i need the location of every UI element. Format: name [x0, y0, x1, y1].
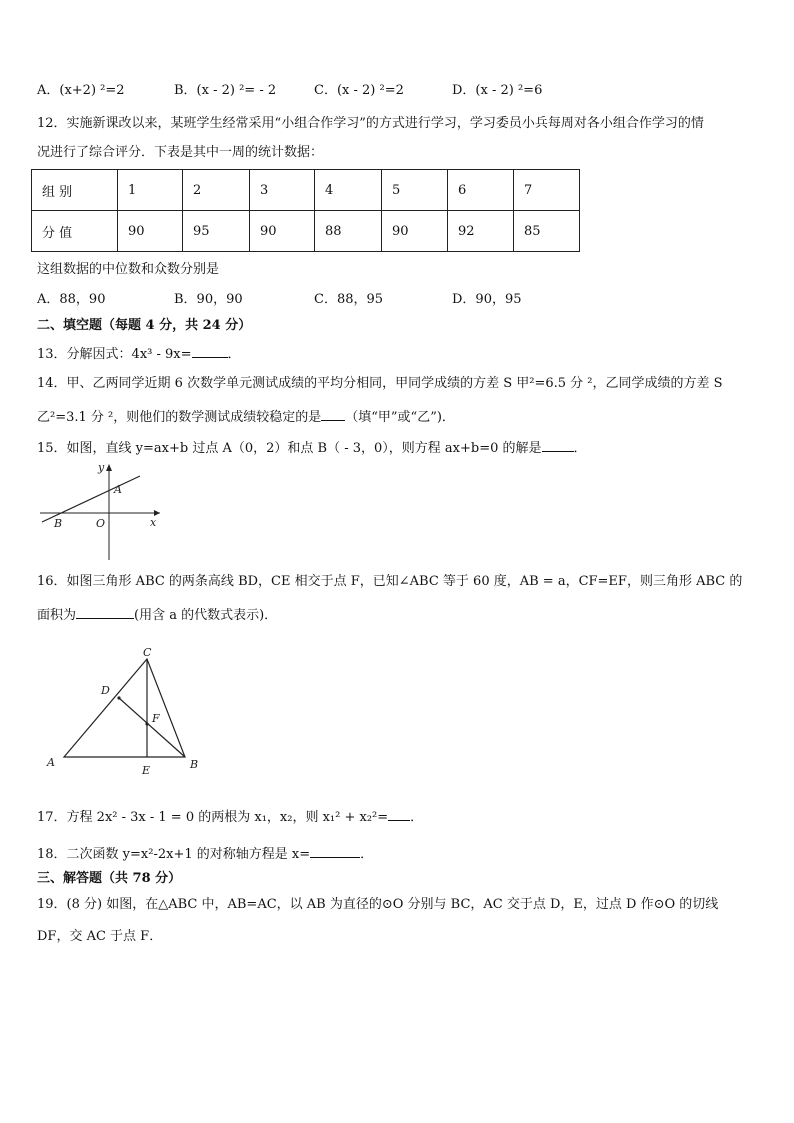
q12-option-b: B．90，90	[174, 292, 243, 307]
label-x: x	[150, 516, 157, 529]
q16-line1: 16．如图三角形 ABC 的两条高线 BD，CE 相交于点 F，已知∠ABC 等于 60 度，AB = a，CF=EF，则三角形 ABC 的	[37, 574, 743, 589]
table-cell: 90	[118, 211, 183, 252]
point-f	[145, 722, 148, 725]
q17	[37, 806, 423, 828]
label-d: D	[101, 684, 110, 697]
q15-end: ．	[573, 441, 587, 456]
label-c: C	[143, 646, 152, 659]
table-cell: 2	[183, 170, 250, 211]
q12-option-d: D．90，95	[452, 292, 522, 307]
table-row-label: 分 值	[32, 211, 118, 252]
q18-end: ．	[360, 847, 374, 862]
q13-blank	[192, 343, 228, 358]
label-b: B	[54, 517, 63, 530]
q14-line2	[37, 406, 455, 428]
label-o: O	[96, 517, 106, 530]
label-f: F	[152, 712, 160, 725]
table-cell: 95	[183, 211, 250, 252]
table-cell: 1	[118, 170, 183, 211]
q12-question: 这组数据的中位数和众数分别是	[37, 262, 220, 277]
q11-option-c: C．(x - 2) ²=2	[314, 83, 404, 98]
label-e: E	[142, 764, 151, 777]
q18	[37, 843, 373, 865]
score-table	[31, 169, 580, 252]
label-a: A	[114, 483, 122, 496]
label-a: A	[47, 756, 55, 769]
q16-line2-b: (用含 a 的代数式表示)．	[134, 608, 278, 623]
table-row	[32, 170, 580, 211]
q14-blank	[321, 406, 345, 421]
q19-line2: DF，交 AC 于点 F．	[37, 929, 163, 944]
table-cell: 4	[315, 170, 382, 211]
triangle-abc	[64, 659, 185, 757]
q15	[37, 437, 587, 459]
q14-line1: 14．甲、乙两同学近期 6 次数学单元测试成绩的平均分相同，甲同学成绩的方差 S 甲²=6.5 分 ²，乙同学成绩的方差 S	[37, 376, 723, 391]
q15-figure	[36, 460, 166, 564]
section-2-title: 二、填空题（每题 4 分，共 24 分）	[37, 318, 252, 333]
q13	[37, 343, 241, 365]
table-row-label: 组 别	[32, 170, 118, 211]
q14-line2-a: 乙²=3.1 分 ²，则他们的数学测试成绩较稳定的是	[37, 410, 322, 425]
table-cell: 85	[514, 211, 580, 252]
q11-option-b: B．(x - 2) ²= - 2	[174, 83, 277, 98]
q16-blank	[76, 604, 134, 619]
q12-option-a: A．88，90	[37, 292, 106, 307]
q16-line2-a: 面积为	[37, 608, 77, 623]
q12-line1: 12．实施新课改以来，某班学生经常采用“小组合作学习”的方式进行学习，学习委员小兵每周对各小组合作学习的情	[37, 116, 704, 131]
point-d	[117, 696, 120, 699]
q13-end: ．	[227, 347, 241, 362]
table-cell: 7	[514, 170, 580, 211]
q15-text: 15．如图，直线 y=ax+b 过点 A（0，2）和点 B（ - 3，0），则方程 ax+b=0 的解是	[37, 441, 542, 456]
label-b: B	[190, 758, 199, 771]
q17-text: 17．方程 2x² - 3x - 1 = 0 的两根为 x₁，x₂，则 x₁² + x₂²=	[37, 810, 389, 825]
line-y-ax-b	[42, 476, 140, 522]
table-cell: 90	[250, 211, 315, 252]
table-cell: 90	[382, 211, 448, 252]
q16-figure	[40, 640, 210, 780]
q19-line1: 19．(8 分) 如图，在△ABC 中，AB=AC，以 AB 为直径的⊙O 分别与 BC，AC 交于点 D，E，过点 D 作⊙O 的切线	[37, 897, 719, 912]
q15-blank	[542, 437, 574, 452]
q11-option-d: D．(x - 2) ²=6	[452, 83, 543, 98]
q18-blank	[310, 843, 360, 858]
q17-end: ．	[410, 810, 424, 825]
q18-text: 18．二次函数 y=x²-2x+1 的对称轴方程是 x=	[37, 847, 311, 862]
q14-line2-b: （填“甲”或“乙”)．	[345, 410, 455, 425]
table-cell: 88	[315, 211, 382, 252]
q11-option-a: A．(x+2) ²=2	[37, 83, 125, 98]
y-axis-arrow	[106, 464, 112, 471]
label-y: y	[98, 461, 105, 474]
q12-option-c: C．88，95	[314, 292, 384, 307]
table-row	[32, 211, 580, 252]
q13-text: 13．分解因式：4x³ - 9x=	[37, 347, 192, 362]
q12-line2: 况进行了综合评分．下表是其中一周的统计数据：	[37, 145, 324, 160]
table-cell: 3	[250, 170, 315, 211]
altitude-bd	[119, 698, 185, 757]
q16-line2	[37, 604, 277, 626]
table-cell: 6	[448, 170, 514, 211]
table-cell: 5	[382, 170, 448, 211]
q17-blank	[388, 806, 410, 821]
table-cell: 92	[448, 211, 514, 252]
section-3-title: 三、解答题（共 78 分）	[37, 871, 182, 886]
